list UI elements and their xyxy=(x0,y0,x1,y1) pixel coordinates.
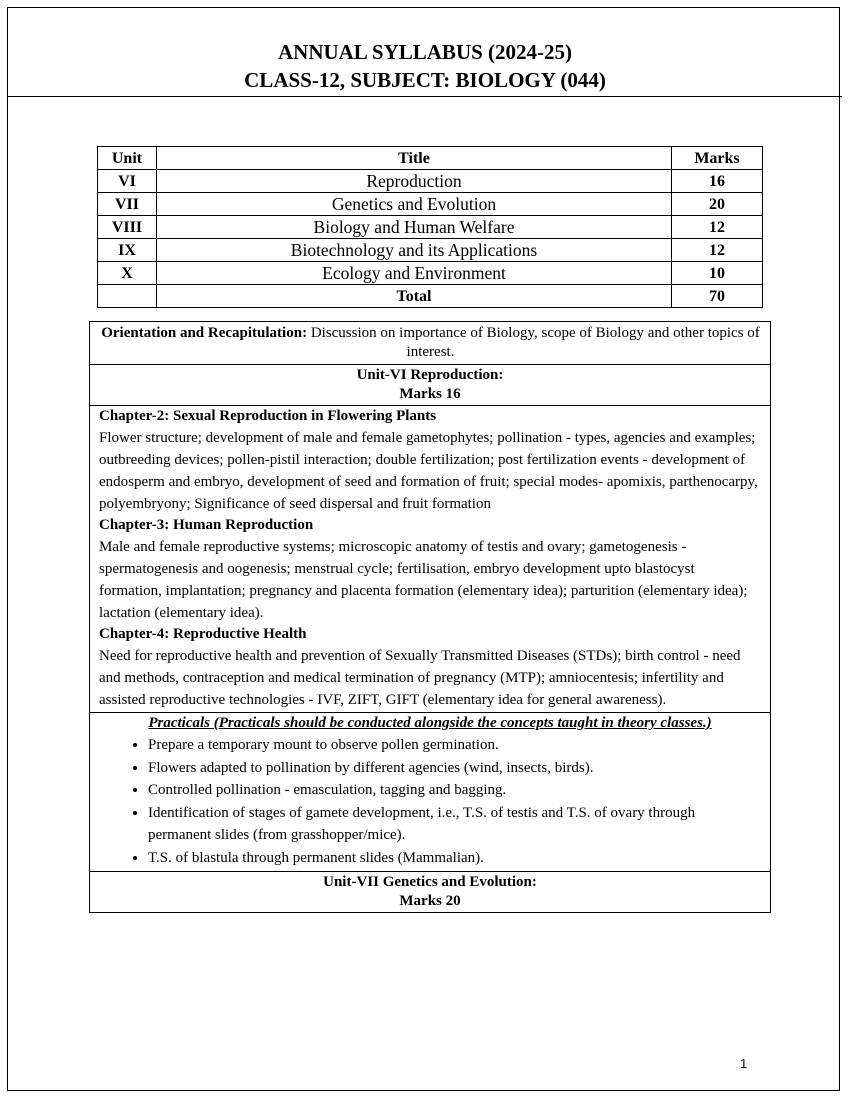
title-cell: Genetics and Evolution xyxy=(157,193,672,216)
header-divider xyxy=(8,96,842,97)
unit-6-marks: Marks 16 xyxy=(399,386,461,402)
column-header-title: Title xyxy=(157,147,672,170)
chapter-title: Chapter-2: Sexual Reproduction in Flowering Plants xyxy=(99,408,437,424)
title-cell: Biotechnology and its Applications xyxy=(157,239,672,262)
marks-cell: 20 xyxy=(672,193,763,216)
title-cell: Ecology and Environment xyxy=(157,262,672,285)
total-label: Total xyxy=(157,285,672,308)
unit-cell: VII xyxy=(98,193,157,216)
unit-cell: VIII xyxy=(98,216,157,239)
empty-cell xyxy=(98,285,157,308)
column-header-unit: Unit xyxy=(98,147,157,170)
practicals-section xyxy=(90,713,770,872)
unit-cell: X xyxy=(98,262,157,285)
page-number: 1 xyxy=(740,1056,748,1071)
header-title-line1: ANNUAL SYLLABUS (2024-25) xyxy=(277,40,573,64)
practicals-list xyxy=(90,734,770,871)
orientation-label: Orientation and Recapitulation: xyxy=(101,325,308,341)
table-row xyxy=(98,262,763,285)
list-item: • Prepare a temporary mount to observe pollen germination. xyxy=(148,734,762,757)
list-item: • Flowers adapted to pollination by different agencies (wind, insects, birds). xyxy=(148,757,762,780)
title-cell: Biology and Human Welfare xyxy=(157,216,672,239)
unit-6-title: Unit-VI Reproduction: xyxy=(356,367,504,383)
table-row xyxy=(98,216,763,239)
unit-7-title: Unit-VII Genetics and Evolution: xyxy=(323,874,537,890)
orientation-text: Discussion on importance of Biology, scope of Biology and other topics of interest. xyxy=(307,325,760,360)
chapter-title: Chapter-4: Reproductive Health xyxy=(99,626,307,642)
syllabus-box xyxy=(89,321,771,913)
title-cell: Reproduction xyxy=(157,170,672,193)
marks-distribution-table xyxy=(97,146,763,308)
unit-cell: IX xyxy=(98,239,157,262)
unit-cell: VI xyxy=(98,170,157,193)
practicals-heading: Practicals (Practicals should be conducted alongside the concepts taught in theory classes.) xyxy=(148,715,712,731)
column-header-marks: Marks xyxy=(672,147,763,170)
table-header-row xyxy=(98,147,763,170)
unit-6-heading xyxy=(90,365,770,406)
chapter-text: Flower structure; development of male and female gametophytes; pollination - types, agencies and examples; outbreeding devices; pollen-pistil interaction; double fertilization; post fertilization events - development of endosperm and embryo, development of seed and formation of fruit; special modes- apomixis, parthenocarpy, polyembryony; Significance of seed dispersal and fruit formation xyxy=(99,430,758,512)
unit-6-content xyxy=(90,406,770,713)
list-item: • T.S. of blastula through permanent slides (Mammalian). xyxy=(148,847,762,870)
chapter-text: Need for reproductive health and prevention of Sexually Transmitted Diseases (STDs); birth control - need and methods, contraception and medical termination of pregnancy (MTP); amniocentesis; infertility and assisted reproductive technologies - IVF, ZIFT, GIFT (elementary idea for general awareness). xyxy=(99,648,741,708)
orientation-section xyxy=(90,322,770,365)
total-marks: 70 xyxy=(672,285,763,308)
table-row xyxy=(98,170,763,193)
marks-cell: 10 xyxy=(672,262,763,285)
chapter-text: Male and female reproductive systems; microscopic anatomy of testis and ovary; gametogenesis - spermatogenesis and oogenesis; menstrual cycle; fertilisation, embryo development upto blastocyst formation, implantation; pregnancy and placenta formation (elementary idea); parturition (elementary idea); lactation (elementary idea). xyxy=(99,539,748,621)
table-row xyxy=(98,239,763,262)
marks-cell: 12 xyxy=(672,216,763,239)
marks-cell: 12 xyxy=(672,239,763,262)
list-item: • Identification of stages of gamete development, i.e., T.S. of testis and T.S. of ovary through permanent slides (from grasshopper/mice). xyxy=(148,802,762,847)
table-row xyxy=(98,193,763,216)
table-total-row xyxy=(98,285,763,308)
unit-7-marks: Marks 20 xyxy=(399,893,461,909)
chapter-title: Chapter-3: Human Reproduction xyxy=(99,517,314,533)
marks-cell: 16 xyxy=(672,170,763,193)
unit-7-heading xyxy=(90,872,770,912)
list-item: • Controlled pollination - emasculation, tagging and bagging. xyxy=(148,779,762,802)
header-title-line2: CLASS-12, SUBJECT: BIOLOGY (044) xyxy=(244,68,606,92)
document-header xyxy=(8,38,842,94)
